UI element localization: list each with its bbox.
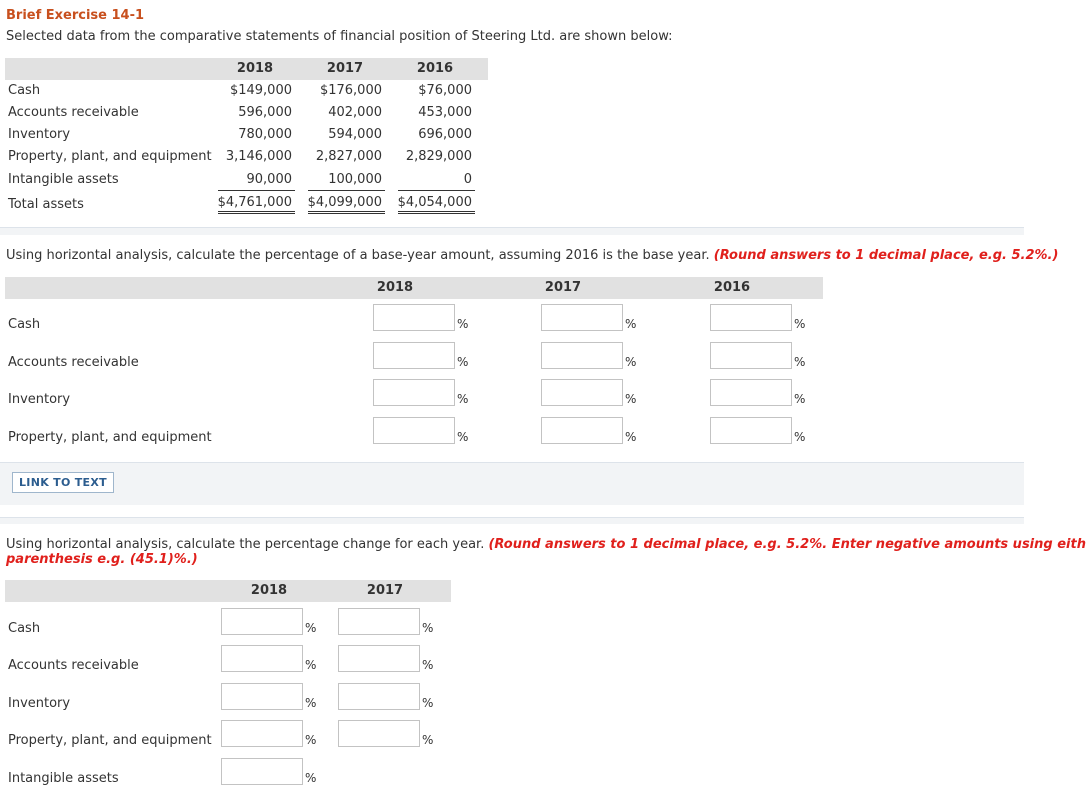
statement-value: 594,000 <box>328 127 382 142</box>
percent-sign: % <box>457 392 469 406</box>
exercise-subtitle: Selected data from the comparative statements of financial position of Steering Ltd. are shown below: <box>6 29 673 44</box>
statement-value: 2,827,000 <box>315 149 382 164</box>
percent-sign: % <box>794 355 806 369</box>
statement-value: 696,000 <box>418 127 472 142</box>
part2-rounding-note: (Round answers to 1 decimal place, e.g. 5.2%. Enter negative amounts using eith <box>488 537 1086 552</box>
percent-sign: % <box>625 355 637 369</box>
part1-instruction <box>6 248 1058 263</box>
percent-sign: % <box>625 392 637 406</box>
statement-value: 453,000 <box>418 105 472 120</box>
percent-sign: % <box>305 696 317 710</box>
part2-row-label: Property, plant, and equipment <box>8 733 212 748</box>
percent-sign: % <box>457 317 469 331</box>
part1-ppe-2016-input[interactable] <box>710 417 792 444</box>
part1-instruction-text: Using horizontal analysis, calculate the percentage of a base-year amount, assuming 2016 is the base year. <box>6 248 710 263</box>
subtotal-rule <box>398 190 475 191</box>
part1-ppe-2018-input[interactable] <box>373 417 455 444</box>
part2-intangible-2018-input[interactable] <box>221 758 303 785</box>
statement-row-label: Inventory <box>8 127 71 142</box>
percent-sign: % <box>794 392 806 406</box>
part1-year-header: 2018 <box>376 280 414 295</box>
statement-value: 402,000 <box>328 105 382 120</box>
statement-row-label: Accounts receivable <box>8 105 139 120</box>
part1-year-header: 2016 <box>713 280 751 295</box>
total-double-rule <box>218 211 295 214</box>
part2-ar-2018-input[interactable] <box>221 645 303 672</box>
percent-sign: % <box>794 317 806 331</box>
percent-sign: % <box>422 733 434 747</box>
percent-sign: % <box>305 621 317 635</box>
percent-sign: % <box>625 317 637 331</box>
percent-sign: % <box>305 771 317 785</box>
section-separator <box>0 517 1024 524</box>
link-to-text-button[interactable]: LINK TO TEXT <box>12 472 114 493</box>
part1-year-header: 2017 <box>544 280 582 295</box>
percent-sign: % <box>305 658 317 672</box>
part1-ar-2018-input[interactable] <box>373 342 455 369</box>
percent-sign: % <box>422 621 434 635</box>
statement-value: $76,000 <box>418 83 472 98</box>
statement-total: $4,761,000 <box>217 195 292 210</box>
statement-total: $4,099,000 <box>307 195 382 210</box>
part1-row-label: Property, plant, and equipment <box>8 430 212 445</box>
part2-year-header: 2017 <box>366 583 404 598</box>
statement-row-label: Total assets <box>8 197 84 212</box>
part1-inventory-2016-input[interactable] <box>710 379 792 406</box>
part1-row-label: Accounts receivable <box>8 355 139 370</box>
part2-row-label: Inventory <box>8 696 71 711</box>
statement-row-label: Property, plant, and equipment <box>8 149 212 164</box>
statement-value: 0 <box>463 172 472 187</box>
percent-sign: % <box>422 658 434 672</box>
part2-ppe-2017-input[interactable] <box>338 720 420 747</box>
percent-sign: % <box>794 430 806 444</box>
statement-value: 3,146,000 <box>225 149 292 164</box>
part2-cash-2018-input[interactable] <box>221 608 303 635</box>
part2-row-label: Intangible assets <box>8 771 119 786</box>
part1-rounding-note: (Round answers to 1 decimal place, e.g. 5.2%.) <box>713 248 1059 263</box>
part1-inventory-2018-input[interactable] <box>373 379 455 406</box>
part1-ppe-2017-input[interactable] <box>541 417 623 444</box>
percent-sign: % <box>305 733 317 747</box>
statement-row-label: Intangible assets <box>8 172 119 187</box>
part1-cash-2016-input[interactable] <box>710 304 792 331</box>
part2-ar-2017-input[interactable] <box>338 645 420 672</box>
statement-value: 596,000 <box>238 105 292 120</box>
statement-total: $4,054,000 <box>397 195 472 210</box>
percent-sign: % <box>457 355 469 369</box>
part1-cash-2017-input[interactable] <box>541 304 623 331</box>
part2-inventory-2017-input[interactable] <box>338 683 420 710</box>
part1-row-label: Inventory <box>8 392 71 407</box>
statement-year-header: 2016 <box>416 61 454 76</box>
part2-cash-2017-input[interactable] <box>338 608 420 635</box>
statement-value: 2,829,000 <box>405 149 472 164</box>
statement-year-header: 2017 <box>326 61 364 76</box>
part1-ar-2016-input[interactable] <box>710 342 792 369</box>
statement-year-header: 2018 <box>236 61 274 76</box>
part2-row-label: Cash <box>8 621 41 636</box>
part1-ar-2017-input[interactable] <box>541 342 623 369</box>
section-separator <box>0 227 1024 235</box>
statement-value: $176,000 <box>319 83 382 98</box>
part2-row-label: Accounts receivable <box>8 658 139 673</box>
statement-value: 100,000 <box>328 172 382 187</box>
part1-inventory-2017-input[interactable] <box>541 379 623 406</box>
part2-ppe-2018-input[interactable] <box>221 720 303 747</box>
subtotal-rule <box>218 190 295 191</box>
statement-value: 90,000 <box>246 172 292 187</box>
total-double-rule <box>398 211 475 214</box>
statement-value: $149,000 <box>229 83 292 98</box>
percent-sign: % <box>625 430 637 444</box>
part2-inventory-2018-input[interactable] <box>221 683 303 710</box>
part1-cash-2018-input[interactable] <box>373 304 455 331</box>
link-bar <box>0 462 1024 505</box>
part2-rounding-note-cont: parenthesis e.g. (45.1)%.) <box>6 552 198 567</box>
percent-sign: % <box>457 430 469 444</box>
part2-instruction-text: Using horizontal analysis, calculate the percentage change for each year. <box>6 537 485 552</box>
statement-row-label: Cash <box>8 83 41 98</box>
subtotal-rule <box>308 190 385 191</box>
part2-instruction <box>6 537 1086 552</box>
exercise-title: Brief Exercise 14-1 <box>6 8 145 23</box>
total-double-rule <box>308 211 385 214</box>
percent-sign: % <box>422 696 434 710</box>
part2-year-header: 2018 <box>250 583 288 598</box>
part1-row-label: Cash <box>8 317 41 332</box>
statement-value: 780,000 <box>238 127 292 142</box>
